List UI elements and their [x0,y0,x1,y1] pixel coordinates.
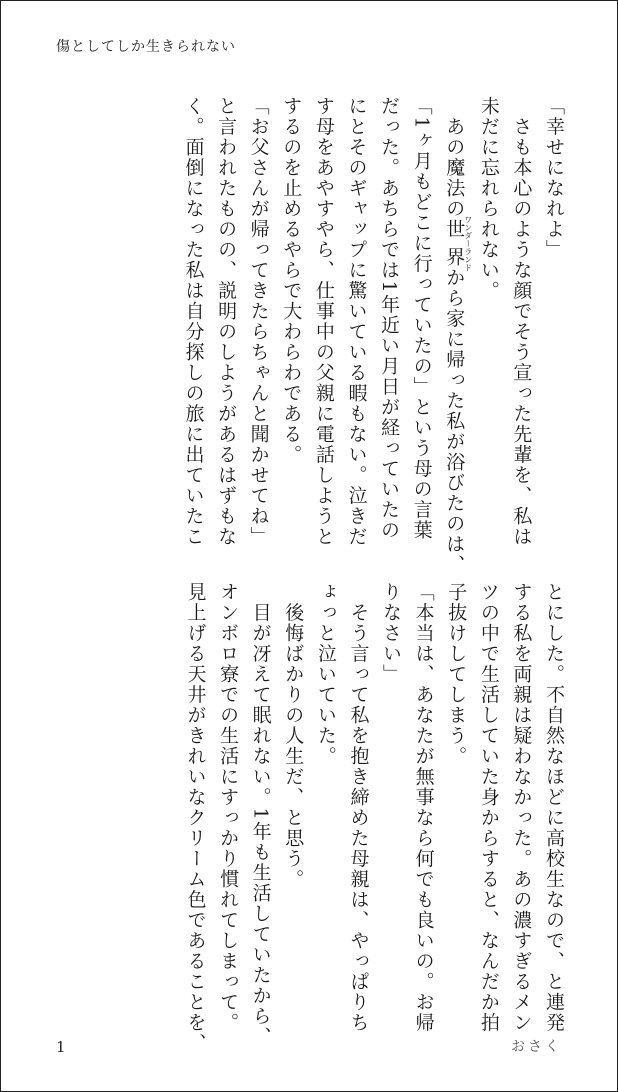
ruby-reading: ワンダーランド [463,215,473,272]
text-column: く。面倒になった私は自分探しの旅に出ていたこ [182,96,205,547]
text-column: 見上げる天井がきれいなクリーム色であることを、 [184,582,207,1054]
text-column: 未だに忘れられない。 [477,96,500,301]
author-name: おさく [511,1039,562,1055]
text-column: す母をあやすやら、仕事中の父親に電話しようと [312,96,335,547]
text-block-top [177,96,570,575]
ruby-prefix: あの魔法の [443,96,466,219]
text-column: 「お父さんが帰ってきたらちゃんと聞かせてね」 [247,96,270,547]
text-column: 子抜けしてしまう。 [445,582,468,767]
text-column: にとそのギャップに驚いている暇もない。泣きだ [345,96,368,547]
text-column: する私を両親は疑わなかった。あの濃すぎるメン [510,582,533,1033]
page-number: 1 [56,1038,66,1056]
text-column: 後悔ばかりの人生だ、と思う。 [282,582,305,890]
text-column: とにした。不自然なほどに高校生なので、と連発 [543,582,565,1033]
text-column: さも本心のような顔でそう宣った先輩を、私は [510,96,533,547]
text-column: 「1ヶ月もどこに行っていたの」という母の言葉 [410,96,433,541]
text-column: オンボロ寮での生活にすっかり慣れてしまって。 [217,582,240,1033]
ruby-base: 世界 [443,215,466,272]
text-column: するのを止めるやらで大わらわである。 [280,96,303,465]
text-column: そう言って私を抱き締めた母親は、やっぱりち [347,582,370,1033]
text-column: だった。あちらでは1年近い月日が経っていたの [378,96,401,541]
text-column: りなさい」 [380,582,403,685]
running-title: 傷としてしか生きられない [56,39,236,55]
text-column: 「本当は、あなたが無事なら何でも良いの。お帰 [412,582,435,1033]
text-column: ツの中で生活していた身からすると、なんだか拍 [477,582,500,1033]
ruby-suffix: から家に帰った私が浴びたのは、 [443,267,466,575]
text-column: 目が冴えて眠れない。1年も生活していたから、 [249,582,272,1047]
ruby-text [443,215,473,272]
text-column: ょっと泣いていた。 [314,582,337,767]
text-column: 「幸せになれよ」 [543,96,565,260]
text-column: と言われたものの、説明のしようがあるはずもな [215,96,238,547]
text-column-ruby [438,96,473,575]
